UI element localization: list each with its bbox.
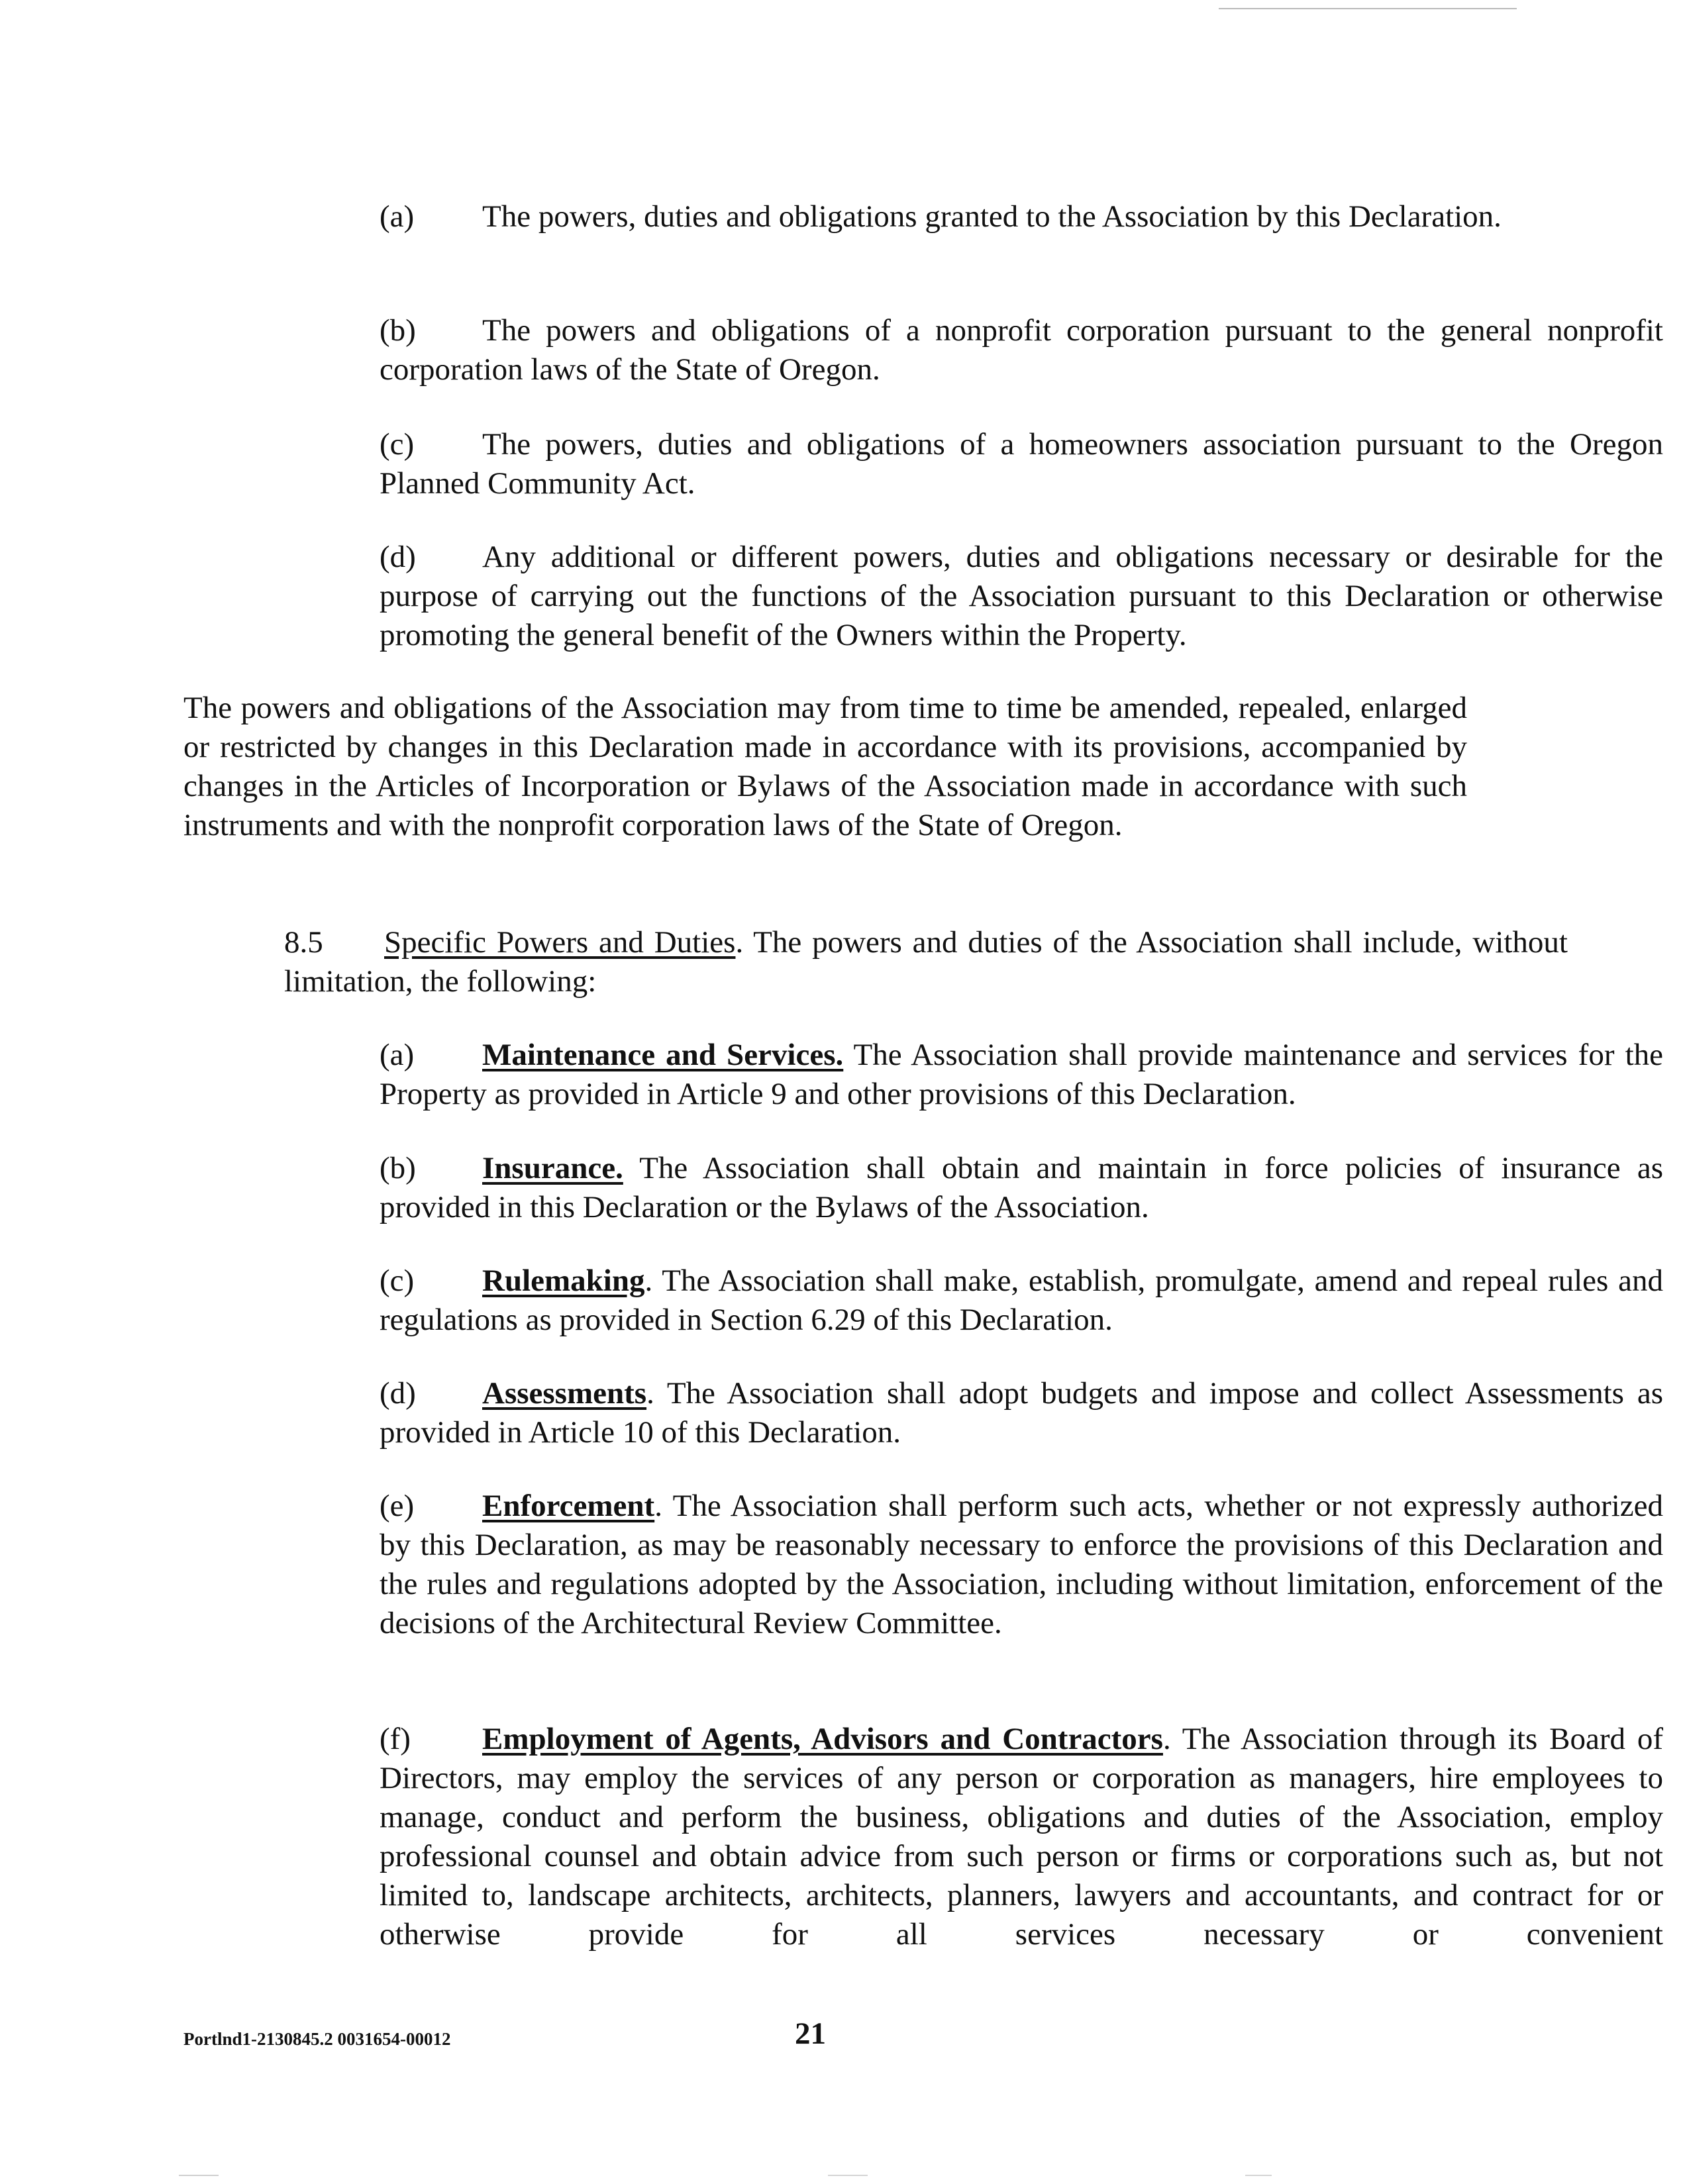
- scan-artifact-line: [179, 2175, 219, 2176]
- section-heading: Specific Powers and Duties: [384, 925, 736, 960]
- item-c-heading: Rulemaking: [482, 1264, 645, 1298]
- paragraph-c-label: (c): [380, 427, 415, 462]
- section-8-5: [183, 923, 1568, 1001]
- paragraph-d-label: (d): [380, 540, 416, 574]
- paragraph-a-text: The powers, duties and obligations granted to the Association by this Declaration.: [482, 199, 1502, 234]
- item-c-label: (c): [380, 1264, 415, 1298]
- item-b-label: (b): [380, 1151, 416, 1185]
- item-c: [183, 1262, 1663, 1340]
- item-e: [183, 1487, 1663, 1643]
- item-e-text: . The Association shall perform such acts, whether or not expressly authorized by this Declaration, as may be reasonably necessary to enforce the provisions of this Declaration and the rules and regulations adopted by the Association, including without limitation, enforcement of the decisions of the Architectural Review Committee.: [380, 1489, 1663, 1640]
- footer-document-id: Portlnd1-2130845.2 0031654-00012: [183, 2029, 451, 2049]
- paragraph-b-text: The powers and obligations of a nonprofit corporation pursuant to the general nonprofit corporation laws of the State of Oregon.: [380, 313, 1663, 387]
- item-f-heading: Employment of Agents, Advisors and Contractors: [482, 1722, 1163, 1756]
- scan-artifact-line: [1219, 8, 1517, 9]
- paragraph-d: [183, 538, 1663, 655]
- item-b-text: The Association shall obtain and maintain in force policies of insurance as provided in this Declaration or the Bylaws of the Association.: [380, 1151, 1663, 1224]
- paragraph-c: [183, 425, 1663, 503]
- item-a-heading: Maintenance and Services.: [482, 1038, 844, 1072]
- paragraph-a: [183, 197, 1663, 236]
- section-number: 8.5: [284, 925, 323, 960]
- item-b-heading: Insurance.: [482, 1151, 623, 1185]
- item-d-heading: Assessments: [482, 1376, 647, 1411]
- item-c-text: . The Association shall make, establish, promulgate, amend and repeal rules and regulations as provided in Section 6.29 of this Declaration.: [380, 1264, 1663, 1337]
- item-e-heading: Enforcement: [482, 1489, 655, 1523]
- scan-artifact-line: [828, 2175, 868, 2176]
- item-e-label: (e): [380, 1489, 415, 1523]
- item-b: [183, 1149, 1663, 1227]
- paragraph-d-text: Any additional or different powers, duties and obligations necessary or desirable for the purpose of carrying out the functions of the Association pursuant to this Declaration or otherwise promoting the general benefit of the Owners within the Property.: [380, 540, 1663, 652]
- powers-paragraph: [183, 689, 1467, 845]
- section-text: . The powers and duties of the Association shall include, without limitation, the following:: [284, 925, 1568, 999]
- item-f-text: . The Association through its Board of Directors, may employ the services of any person or corporation as managers, hire employees to manage, conduct and perform the business, obligations and duties of the Association, employ professional counsel and obtain advice from such person or firms or corporations such as, but not limited to, landscape architects, architects, planners, lawyers and accountants, and contract for or otherwise provide for all services necessary or convenient: [380, 1722, 1663, 1952]
- paragraph-b-label: (b): [380, 313, 416, 348]
- item-d: [183, 1374, 1663, 1452]
- paragraph-a-label: (a): [380, 199, 415, 234]
- item-d-label: (d): [380, 1376, 416, 1411]
- item-a-text: The Association shall provide maintenance and services for the Property as provided in Article 9 and other provisions of this Declaration.: [380, 1038, 1664, 1111]
- item-d-text: . The Association shall adopt budgets and impose and collect Assessments as provided in Article 10 of this Declaration.: [380, 1376, 1663, 1450]
- powers-text: The powers and obligations of the Association may from time to time be amended, repealed, enlarged or restricted by changes in this Declaration made in accordance with its provisions, accompanied by changes in the Articles of Incorporation or Bylaws of the Association made in accordance with such instruments and with the nonprofit corporation laws of the State of Oregon.: [183, 691, 1467, 842]
- item-f-label: (f): [380, 1722, 411, 1756]
- item-f: [183, 1720, 1663, 1954]
- paragraph-c-text: The powers, duties and obligations of a homeowners association pursuant to the Oregon Planned Community Act.: [380, 427, 1663, 501]
- paragraph-b: [183, 311, 1663, 389]
- item-a: [183, 1036, 1663, 1114]
- page-number: 21: [795, 2016, 826, 2051]
- scan-artifact-line: [1245, 2175, 1272, 2176]
- item-a-label: (a): [380, 1038, 415, 1072]
